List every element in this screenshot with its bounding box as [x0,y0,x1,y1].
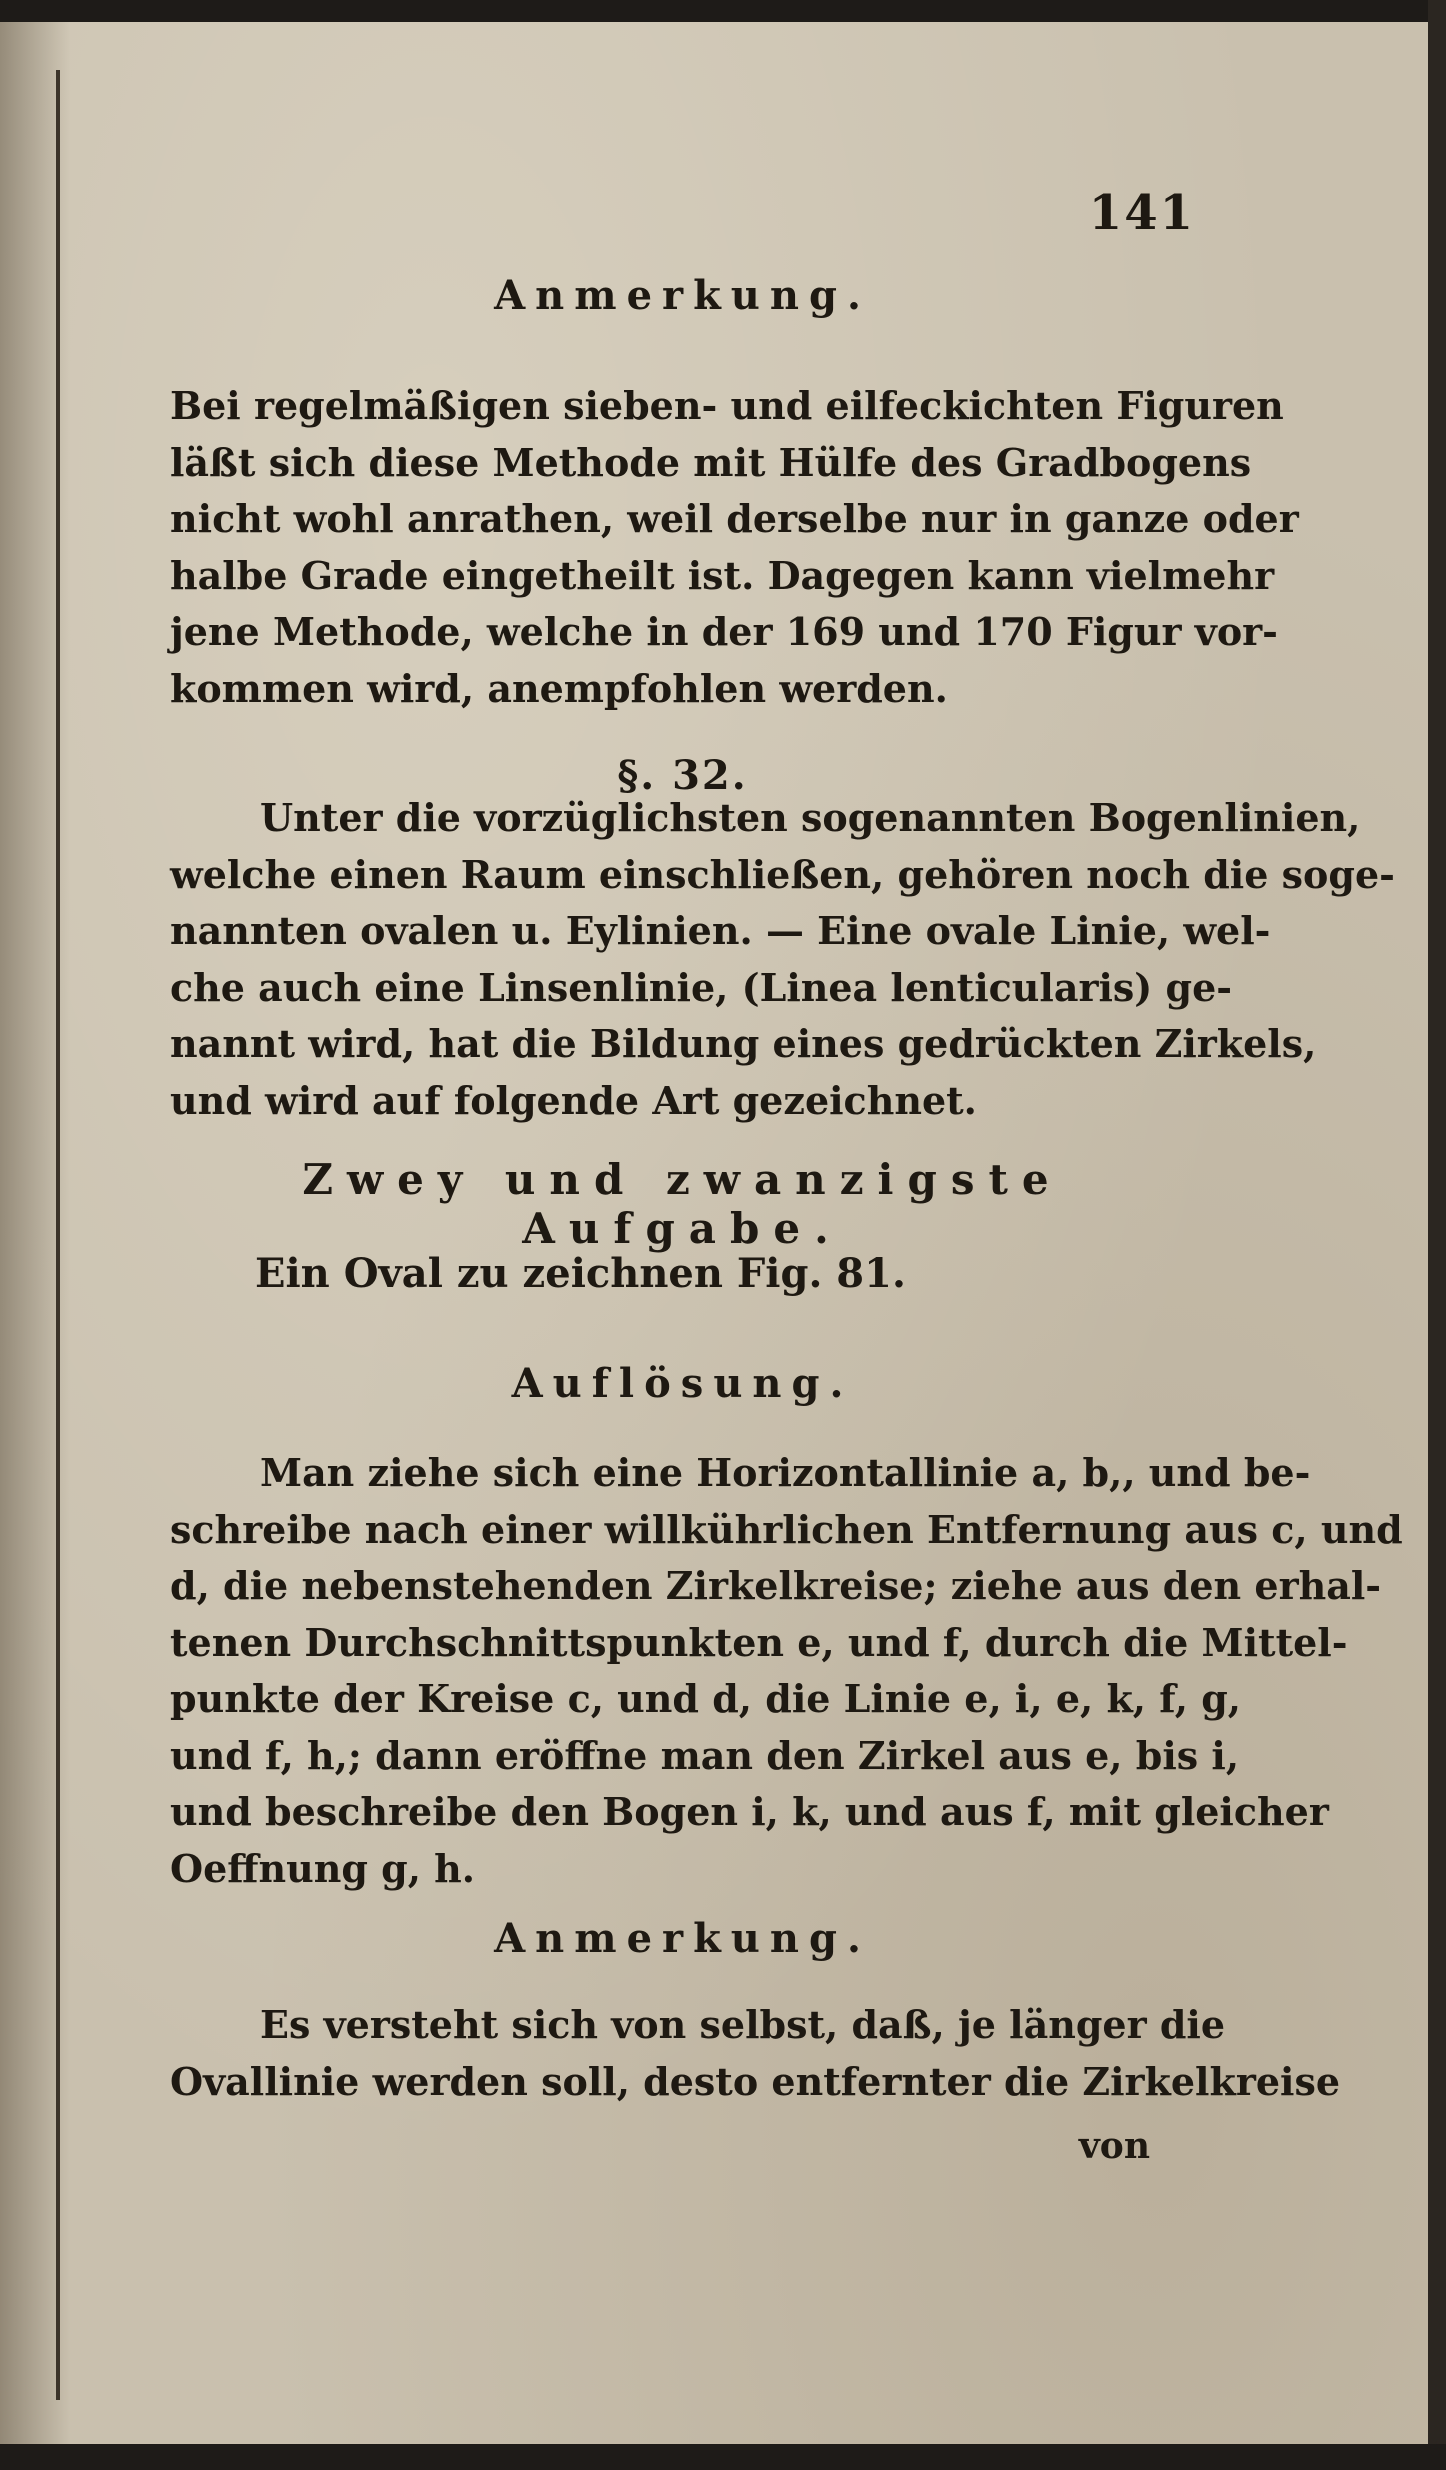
section-number: §. 32. [617,752,748,799]
text-line: Bei regelmäßigen sieben- und eilfeckichten Figuren [170,383,1284,428]
paragraph-anmerkung-1 [170,378,1299,717]
text-line: che auch eine Linsenlinie, (Linea lenticularis) ge- [170,964,1233,1010]
paragraph-aufloesung [170,1445,1403,1897]
text-line: Unter die vorzüglichsten sogenannten Bogenlinien, [260,795,1361,840]
text-line: und wird auf folgende Art gezeichnet. [170,1077,977,1123]
heading-anmerkung-1: Anmerkung. [494,272,871,319]
scan-edge-right [1428,0,1446,2470]
text-line: punkte der Kreise c, und d, die Linie e, i, e, k, f, g, [170,1676,1242,1721]
text-line: tenen Durchschnittspunkten e, und f, durch die Mittel- [170,1619,1348,1665]
text-line: und beschreibe den Bogen i, k, und aus f, mit gleicher [170,1789,1329,1834]
text-line: jene Methode, welche in der 169 und 170 Figur vor- [170,609,1278,654]
text-line: nicht wohl anrathen, weil derselbe nur in ganze oder [170,496,1299,541]
text-line: Oeffnung g, h. [170,1845,476,1891]
text-line: d, die nebenstehenden Zirkelkreise; ziehe aus den erhal- [170,1563,1382,1608]
heading-anmerkung-2: Anmerkung. [494,1915,871,1962]
page-number: 141 [1088,185,1195,241]
text-line: schreibe nach einer willkührlichen Entfernung aus c, und [170,1506,1403,1552]
task-statement: Ein Oval zu zeichnen Fig. 81. [255,1250,906,1297]
catchword: von [1078,2125,1150,2167]
heading-aufgabe: Zwey und zwanzigste Aufgabe. [302,1155,1063,1253]
text-line: nannten ovalen u. Eylinien. — Eine ovale Linie, wel- [170,908,1271,953]
scan-edge-bottom [0,2444,1446,2470]
paragraph-section-32 [170,790,1395,1129]
scan-edge-top [0,0,1446,22]
text-line: läßt sich diese Methode mit Hülfe des Gradbogens [170,439,1252,485]
heading-aufloesung: Auflösung. [511,1360,854,1407]
text-line: welche einen Raum einschließen, gehören noch die soge- [170,851,1395,897]
paragraph-anmerkung-2 [170,1997,1341,2110]
text-line: nannt wird, hat die Bildung eines gedrückten Zirkels, [170,1021,1317,1066]
text-line: kommen wird, anempfohlen werden. [170,665,948,711]
text-line: Es versteht sich von selbst, daß, je länger die [260,2002,1226,2047]
text-line: Ovallinie werden soll, desto entfernter die Zirkelkreise [170,2058,1341,2104]
gutter-line [56,70,60,2400]
text-line: Man ziehe sich eine Horizontallinie a, b,, und be- [260,1450,1311,1495]
text-line: halbe Grade eingetheilt ist. Dagegen kann vielmehr [170,552,1275,598]
text-line: und f, h,; dann eröffne man den Zirkel aus e, bis i, [170,1732,1240,1778]
